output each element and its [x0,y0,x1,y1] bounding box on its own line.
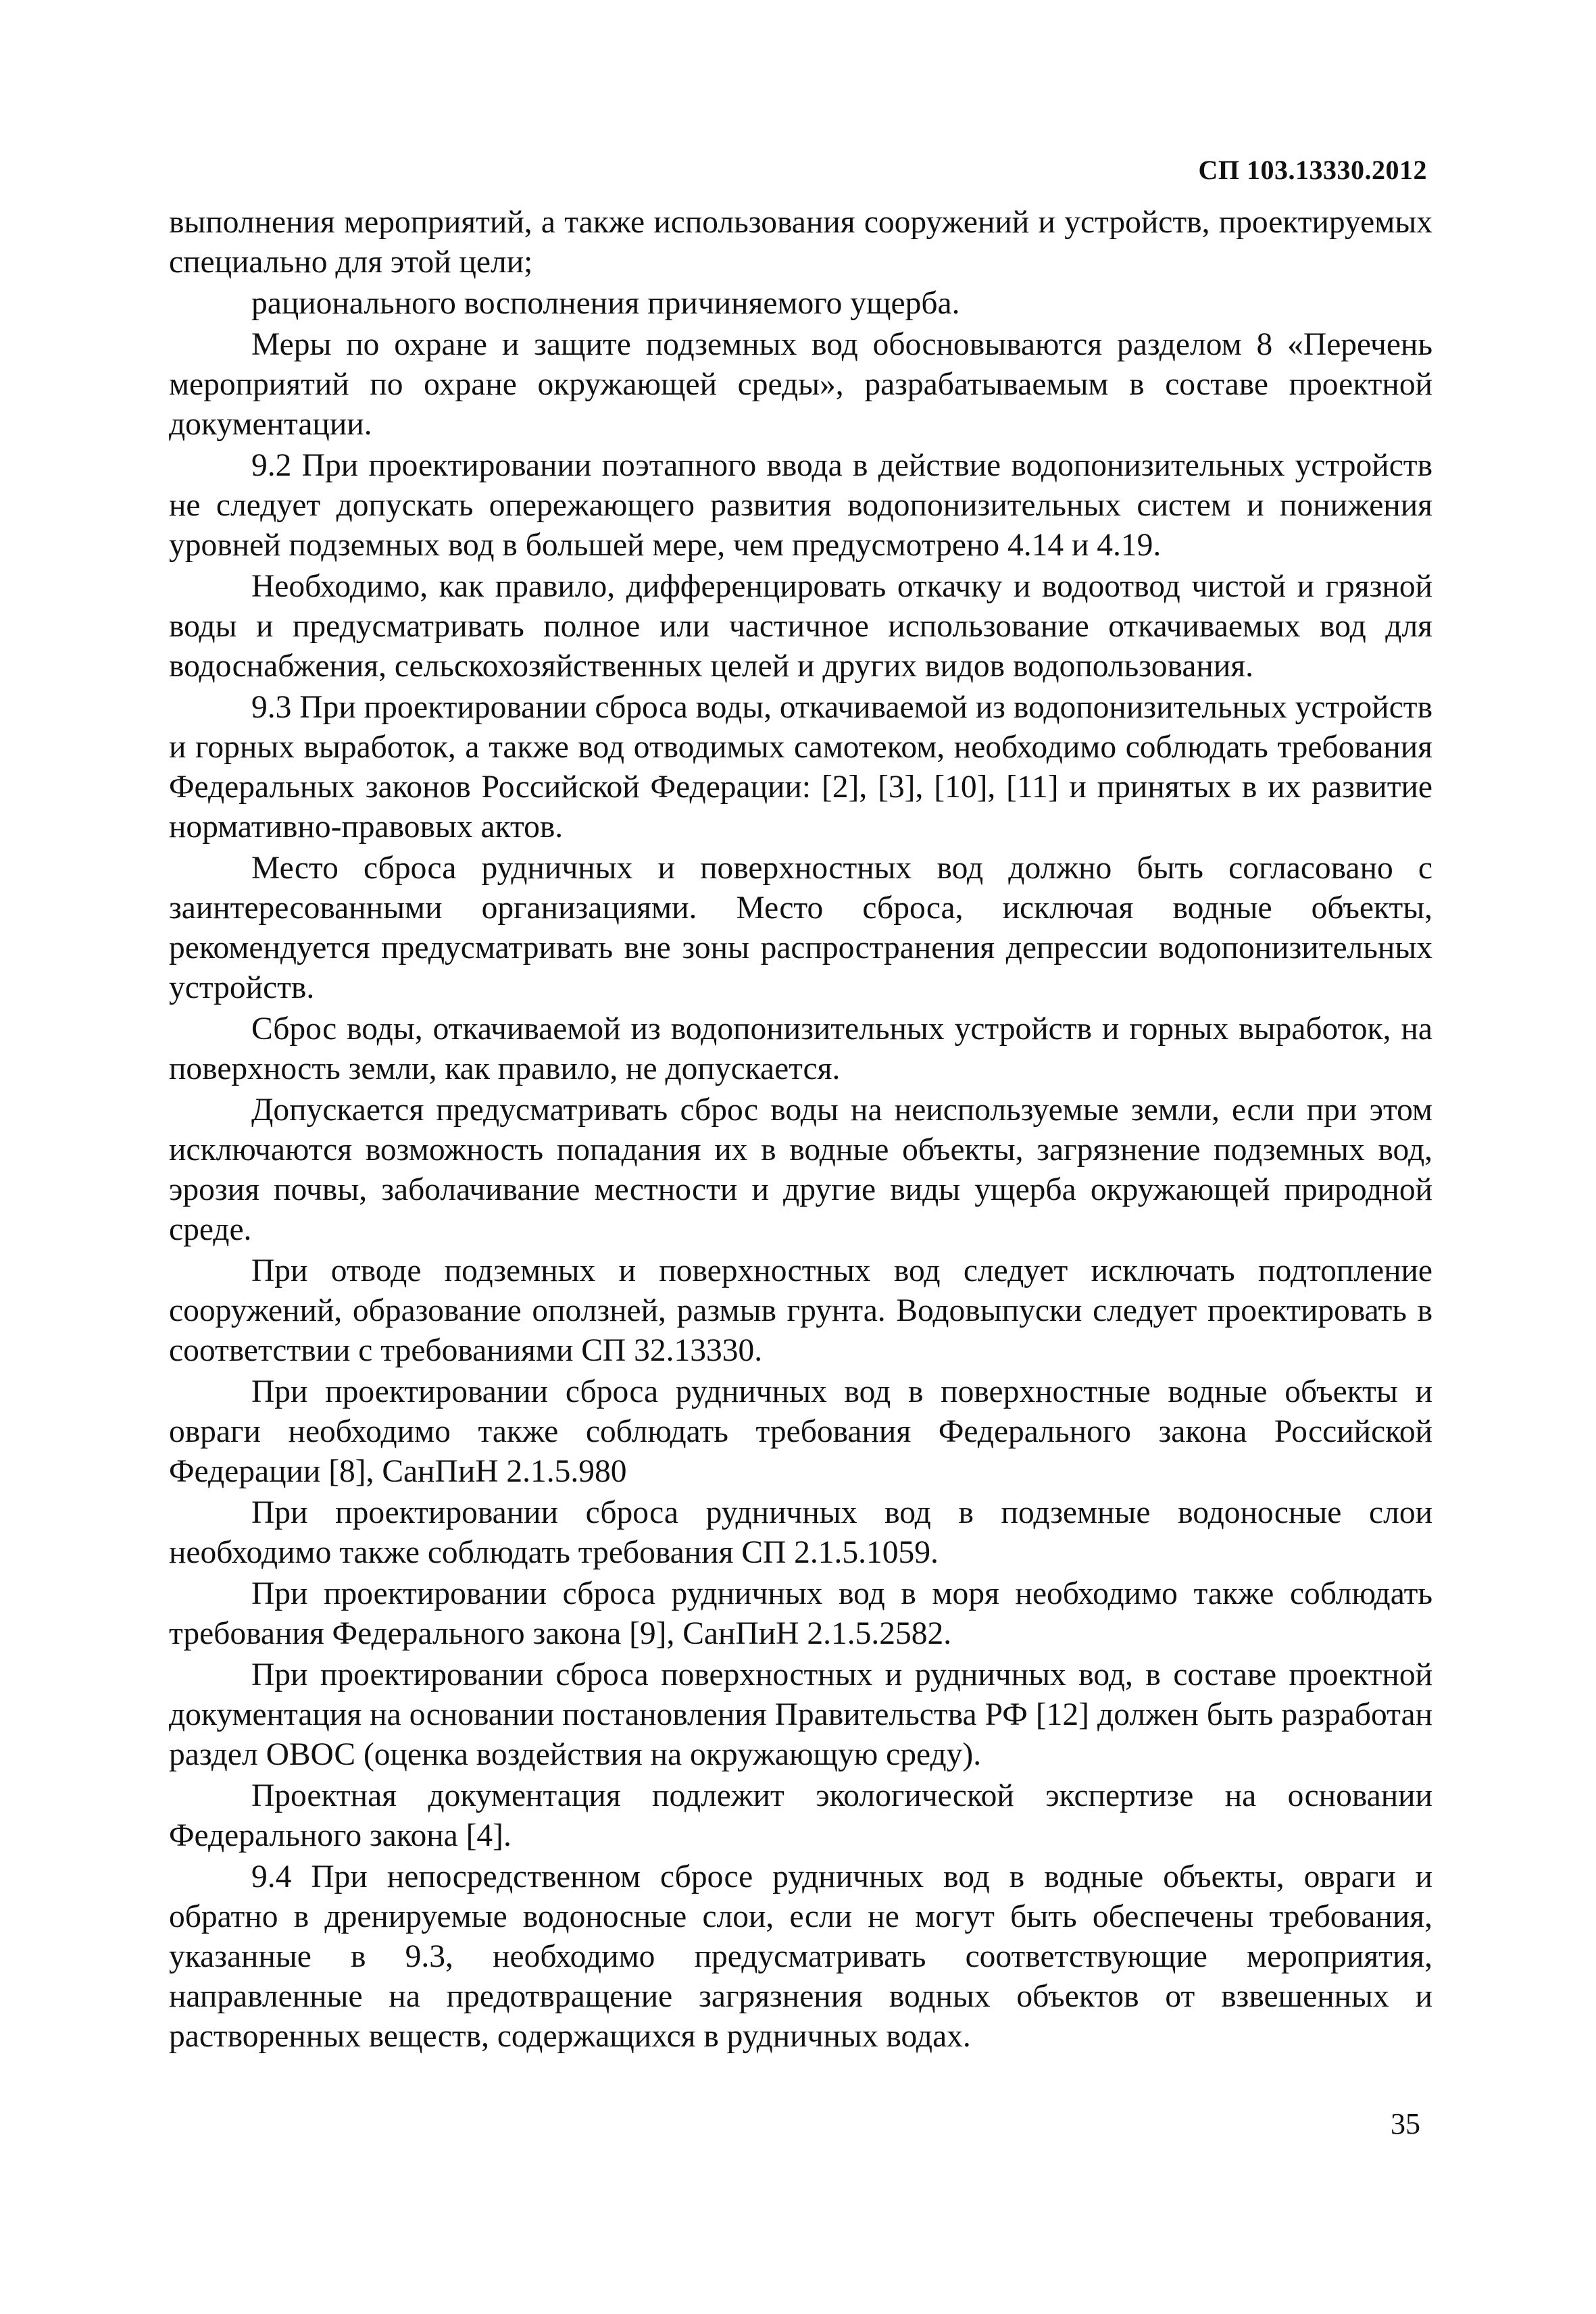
document-body [169,203,1432,2058]
paragraph: Сброс воды, откачиваемой из водопонизительных устройств и горных выработок, на поверхность земли, как правило, не допускается. [169,1011,1432,1086]
paragraph: При проектировании сброса рудничных вод в поверхностные водные объекты и овраги необходимо также соблюдать требования Федерального закона Российской Федерации [8], СанПиН 2.1.5.980 [169,1374,1432,1489]
paragraph: 9.4 При непосредственном сбросе рудничных вод в водные объекты, овраги и обратно в дренируемые водоносные слои, если не могут быть обеспечены требования, указанные в 9.3, необходимо предусматривать соответствующие мероприятия, направленные на предотвращение загрязнения водных объектов от взвешенных и растворенных веществ, содержащихся в рудничных водах. [169,1859,1432,2054]
document-code: СП 103.13330.2012 [1198,155,1427,185]
paragraph: При проектировании сброса рудничных вод в моря необходимо также соблюдать требования Федерального закона [9], СанПиН 2.1.5.2582. [169,1576,1432,1651]
paragraph: рационального восполнения причиняемого ущерба. [251,286,960,321]
paragraph: 9.2 При проектировании поэтапного ввода в действие водопонизительных устройств не следует допускать опережающего развития водопонизительных систем и понижения уровней подземных вод в большей мере, чем предусмотрено 4.14 и 4.19. [169,448,1432,563]
paragraph: Проектная документация подлежит экологической экспертизе на основании Федерального закона [4]. [169,1778,1432,1853]
paragraph: При проектировании сброса рудничных вод в подземные водоносные слои необходимо также соблюдать требования СП 2.1.5.1059. [169,1495,1432,1570]
paragraph: выполнения мероприятий, а также использования сооружений и устройств, проектируемых специально для этой цели; [169,205,1432,280]
paragraph: При отводе подземных и поверхностных вод следует исключать подтопление сооружений, образование оползней, размыв грунта. Водовыпуски следует проектировать в соответствии с требованиями СП 32.13330. [169,1253,1432,1368]
paragraph: Место сброса рудничных и поверхностных вод должно быть согласовано с заинтересованными организациями. Место сброса, исключая водные объекты, рекомендуется предусматривать вне зоны распространения депрессии водопонизительных устройств. [169,851,1432,1005]
paragraph: Необходимо, как правило, дифференцировать откачку и водоотвод чистой и грязной воды и предусматривать полное или частичное использование откачиваемых вод для водоснабжения, сельскохозяйственных целей и других видов водопользования. [169,569,1432,684]
paragraph: Допускается предусматривать сброс воды на неиспользуемые земли, если при этом исключаются возможность попадания их в водные объекты, загрязнение подземных вод, эрозия почвы, заболачивание местности и другие виды ущерба окружающей природной среде. [169,1092,1432,1247]
paragraph: 9.3 При проектировании сброса воды, откачиваемой из водопонизительных устройств и горных выработок, а также вод отводимых самотеком, необходимо соблюдать требования Федеральных законов Российской Федерации: [2], [3], [10], [11] и принятых в их развитие нормативно-правовых актов. [169,690,1432,845]
paragraph: При проектировании сброса поверхностных и рудничных вод, в составе проектной документация на основании постановления Правительства РФ [12] должен быть разработан раздел ОВОС (оценка воздействия на окружающую среду). [169,1657,1432,1772]
page-number: 35 [1391,2107,1420,2140]
paragraph: Меры по охране и защите подземных вод обосновываются разделом 8 «Перечень мероприятий по охране окружающей среды», разрабатываемым в составе проектной документации. [169,327,1432,442]
